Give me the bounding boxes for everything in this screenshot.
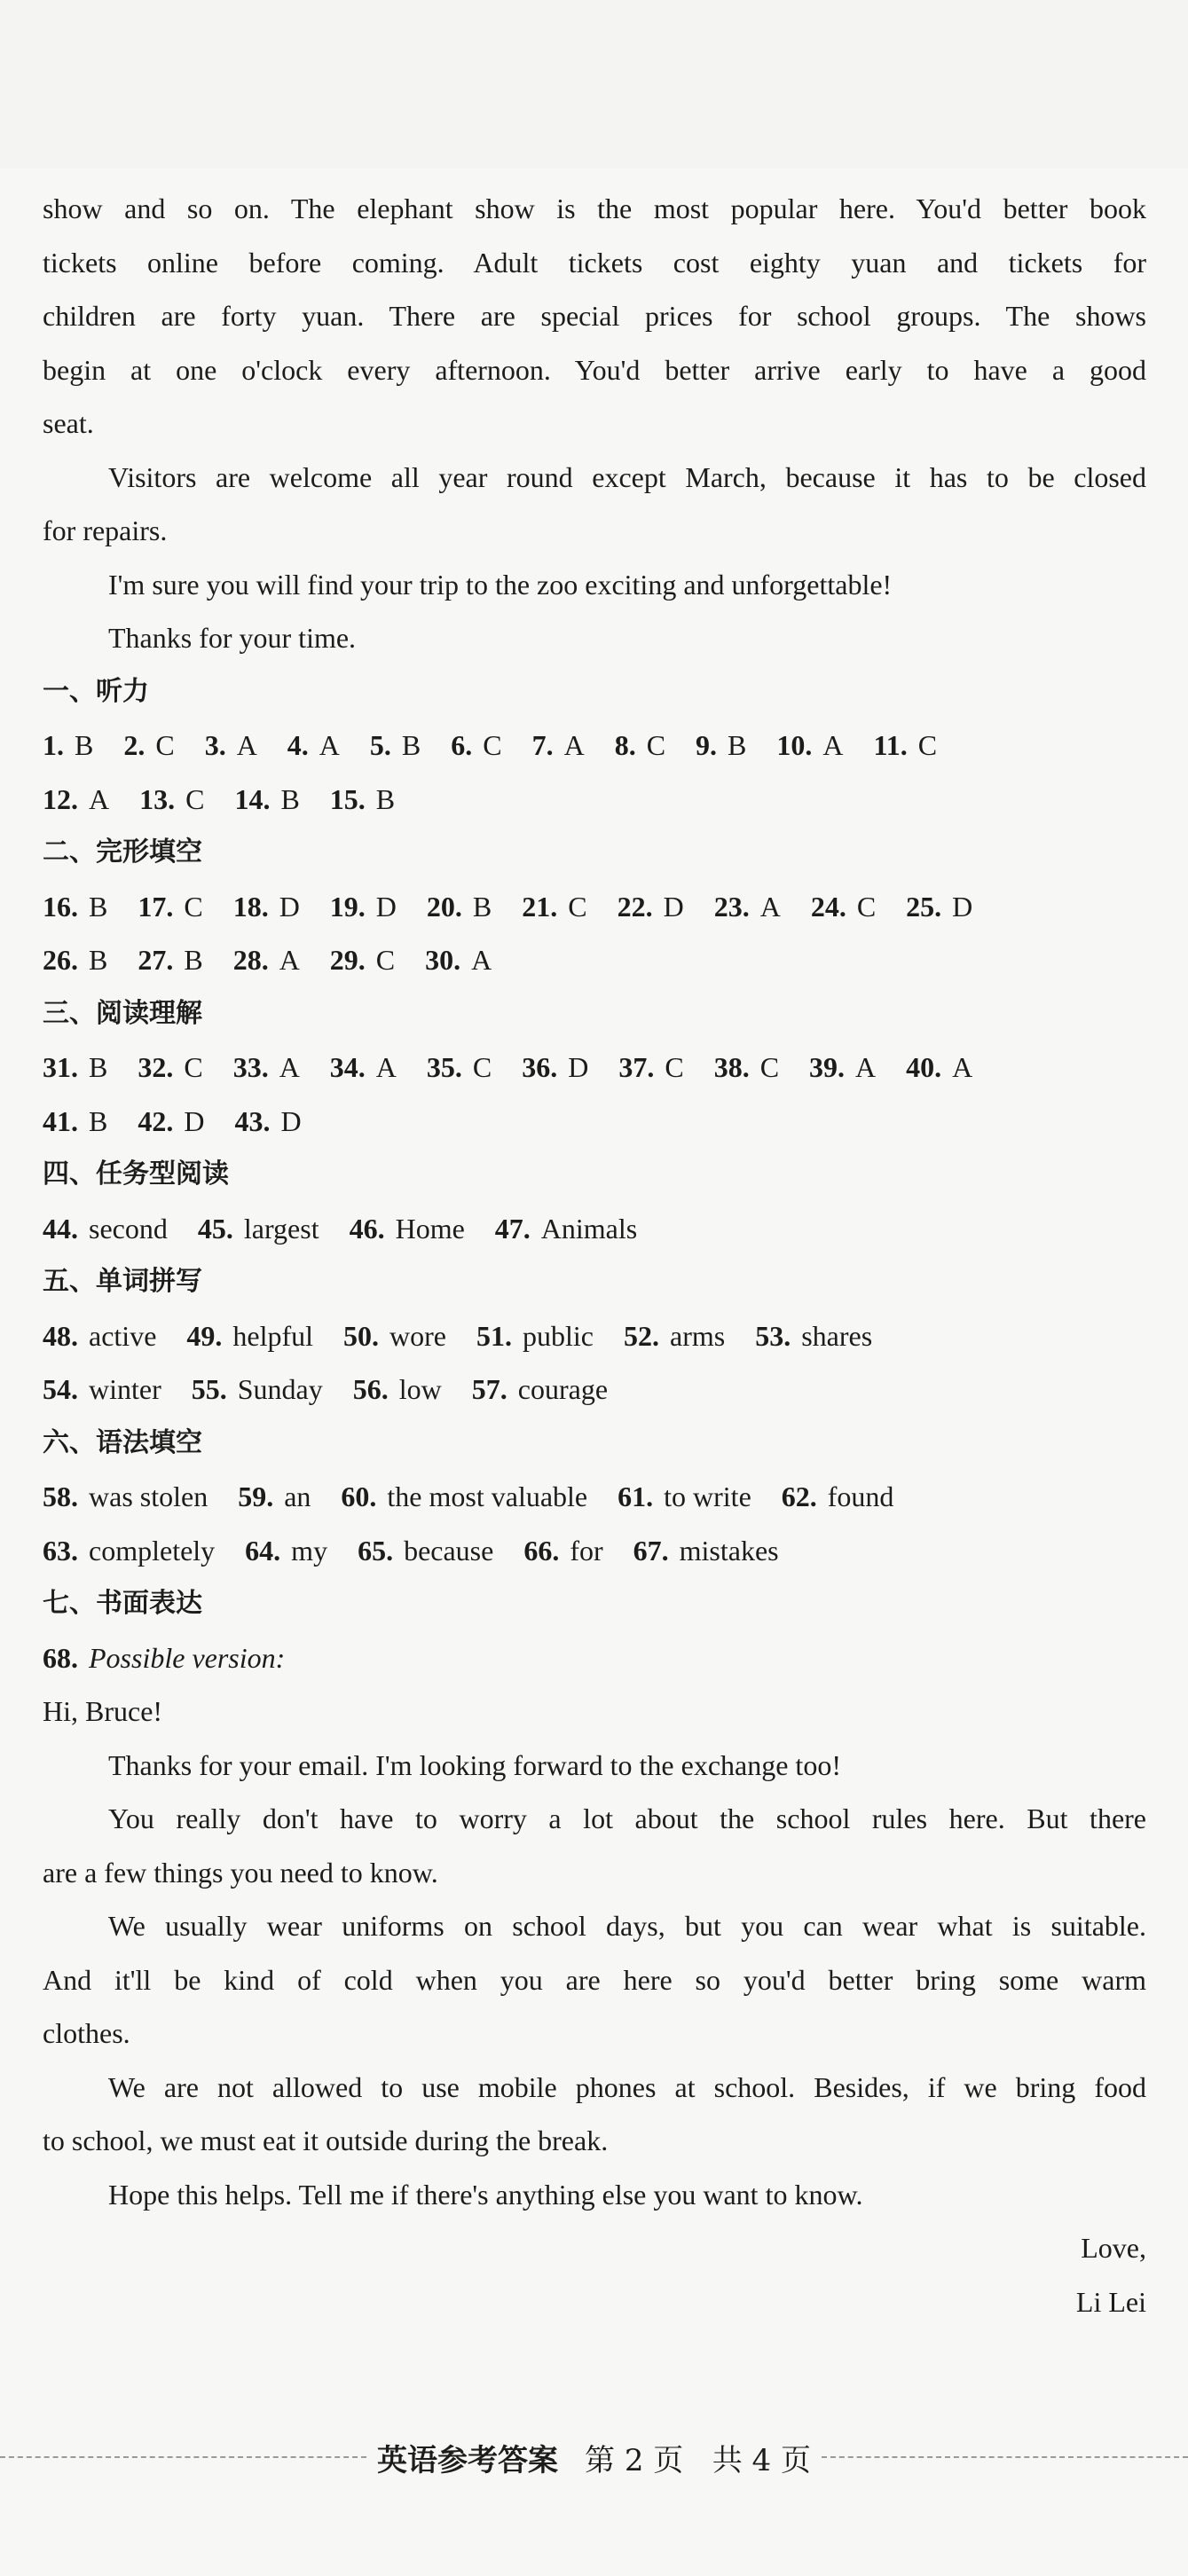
answer-item (192, 1363, 323, 1417)
answer-row (43, 1524, 1146, 1578)
question-number: 63. (43, 1534, 78, 1567)
answer-item (782, 1470, 894, 1524)
answer-row (43, 1202, 1146, 1256)
question-number: 66. (523, 1534, 560, 1567)
answer-sections (43, 665, 1146, 1631)
question-number: 5. (369, 729, 391, 761)
answer-item (341, 1470, 587, 1524)
answer-value: A (279, 944, 300, 976)
question-number: 18. (232, 890, 269, 923)
answer-value: B (89, 1104, 108, 1137)
answer-item (287, 719, 340, 773)
answer-row (43, 1041, 1146, 1095)
answer-value: B (89, 944, 108, 976)
answer-value: C (155, 729, 175, 761)
question-number: 37. (618, 1051, 655, 1083)
question-number: 1. (43, 729, 64, 761)
question-number: 35. (426, 1051, 462, 1083)
question-number: 31. (43, 1051, 78, 1083)
answer-value: C (759, 1051, 780, 1083)
answer-value: D (663, 890, 684, 923)
answer-value: A (563, 729, 585, 761)
question-number: 41. (43, 1104, 78, 1137)
footer-dashed-rule (0, 2456, 366, 2458)
answer-value: B (75, 729, 94, 761)
answer-item (906, 1041, 972, 1095)
answer-item (370, 719, 421, 773)
question-number: 13. (139, 782, 176, 815)
question-number: 36. (522, 1051, 558, 1083)
answer-item (123, 719, 174, 773)
answer-item (138, 1095, 204, 1149)
question-number: 54. (43, 1373, 78, 1405)
answer-item (353, 1363, 442, 1417)
answer-item (476, 1309, 594, 1363)
answer-item (618, 1470, 751, 1524)
question-number: 22. (617, 890, 653, 923)
passage-line: Visitors are welcome all year round except March, because it has to be closed (108, 460, 1146, 493)
question-number: 10. (776, 729, 813, 761)
passage-line: children are forty yuan. There are special prices for school groups. The shows (43, 300, 1146, 332)
answer-item (350, 1202, 465, 1256)
question-number: 49. (186, 1319, 223, 1352)
footer-label (366, 2436, 822, 2479)
answer-value: A (822, 729, 844, 761)
answer-item (874, 719, 938, 773)
essay-line: We are not allowed to use mobile phones at school. Besides, if we bring food (108, 2070, 1146, 2103)
question-number: 2. (123, 729, 146, 761)
answer-row (43, 1363, 1146, 1417)
answer-item (427, 880, 492, 934)
answer-value: A (279, 1051, 300, 1083)
question-number: 65. (358, 1534, 394, 1567)
question-number: 55. (191, 1373, 227, 1405)
question-number: 15. (329, 782, 366, 815)
question-number: 57. (471, 1373, 507, 1405)
question-number: 52. (623, 1319, 659, 1352)
answer-value: found (827, 1480, 894, 1512)
question-number: 64. (245, 1534, 281, 1567)
question-number: 60. (341, 1480, 377, 1512)
essay-line: And it'll be kind of cold when you are here so you'd better bring some warm (43, 1963, 1146, 1996)
answer-value: B (280, 782, 300, 815)
question-number: 34. (329, 1051, 366, 1083)
answer-value: A (471, 944, 492, 976)
question-number: 51. (476, 1319, 512, 1352)
answer-item (532, 719, 585, 773)
answer-value: B (401, 729, 421, 761)
answer-item (330, 933, 395, 987)
answer-value: shares (801, 1319, 873, 1352)
answer-item (811, 880, 876, 934)
answer-item (233, 880, 300, 934)
answer-value: winter (89, 1373, 161, 1405)
question-number: 67. (633, 1534, 669, 1567)
answer-value: C (184, 890, 203, 923)
answer-value: courage (517, 1373, 609, 1405)
answer-value: B (375, 782, 396, 815)
section-heading: 二、完形填空 (43, 836, 202, 868)
answer-item (43, 1470, 208, 1524)
question-number: 43. (234, 1104, 271, 1137)
answer-value: C (646, 729, 666, 761)
passage-line: for repairs. (43, 514, 168, 546)
passage-line: seat. (43, 407, 94, 439)
answer-value: D (568, 1051, 589, 1083)
question-number: 40. (906, 1051, 942, 1083)
section-heading: 一、听力 (43, 675, 149, 707)
answer-row (43, 773, 1146, 827)
question-number: 68. (43, 1641, 78, 1674)
answer-value: D (375, 890, 397, 923)
question-number: 26. (43, 944, 78, 976)
answer-item (43, 1095, 107, 1149)
passage-line: tickets online before coming. Adult tickets cost eighty yuan and tickets for (43, 246, 1146, 279)
answer-item (43, 880, 107, 934)
answer-value: C (665, 1051, 684, 1083)
question-number: 30. (425, 944, 461, 976)
answer-value: an (284, 1480, 311, 1512)
question-number: 39. (809, 1051, 846, 1083)
answer-item (43, 1524, 215, 1578)
question-number: 33. (232, 1051, 269, 1083)
answer-item (186, 1309, 313, 1363)
answer-item (138, 1041, 202, 1095)
passage-line: I'm sure you will find your trip to the zoo exciting and unforgettable! (108, 568, 893, 601)
answer-item (755, 1309, 872, 1363)
essay-line: You really don't have to worry a lot about the school rules here. But there (108, 1802, 1146, 1834)
passage-line: Thanks for your time. (108, 622, 357, 654)
answer-item (776, 719, 843, 773)
answer-value: A (759, 890, 781, 923)
question-number: 21. (522, 890, 558, 923)
question-number: 27. (138, 944, 174, 976)
answer-item (633, 1524, 779, 1578)
footer-page-number: 第 2 页 (585, 2442, 684, 2478)
answer-value: D (280, 1104, 302, 1137)
answer-row (43, 719, 1146, 773)
question-number: 48. (43, 1319, 78, 1352)
question-number: 45. (197, 1212, 233, 1245)
essay-signature: Li Lei (1075, 2285, 1146, 2318)
answer-item (43, 1041, 107, 1095)
answer-value: to write (664, 1480, 751, 1512)
answer-item (358, 1524, 493, 1578)
answer-item (472, 1363, 608, 1417)
question-number: 7. (531, 729, 554, 761)
answer-item (906, 880, 972, 934)
question-number: 17. (138, 890, 174, 923)
answer-item (624, 1309, 725, 1363)
answer-item (696, 719, 746, 773)
answer-item (330, 880, 397, 934)
possible-version-label: Possible version: (89, 1641, 286, 1674)
answer-value: A (319, 729, 340, 761)
essay-closing: Love, (1081, 2232, 1146, 2264)
answer-item (522, 1041, 588, 1095)
question-number: 23. (713, 890, 750, 923)
page-footer (0, 2431, 1188, 2484)
section-heading: 五、单词拼写 (43, 1266, 202, 1297)
answer-value: second (89, 1212, 168, 1245)
question-number: 47. (494, 1212, 531, 1245)
section-heading: 七、书面表达 (43, 1588, 202, 1619)
answer-item (139, 773, 204, 827)
question-number: 20. (426, 890, 462, 923)
answer-value: for (570, 1534, 603, 1567)
section-heading: 六、语法填空 (43, 1426, 202, 1458)
answer-item (343, 1309, 446, 1363)
answer-item (495, 1202, 637, 1256)
answer-value: A (236, 729, 257, 761)
question-number: 29. (329, 944, 366, 976)
answer-value: Sunday (237, 1373, 323, 1405)
answer-item (714, 1041, 779, 1095)
question-number: 53. (755, 1319, 791, 1352)
answer-item (138, 880, 202, 934)
answer-value: A (375, 1051, 397, 1083)
answer-row (43, 880, 1146, 934)
answer-item (234, 1095, 301, 1149)
essay-header (43, 1631, 1146, 1685)
question-number: 9. (696, 729, 718, 761)
passage-line: begin at one o'clock every afternoon. You'd better arrive early to have a good (43, 353, 1146, 386)
answer-item (714, 880, 781, 934)
answer-item (618, 880, 684, 934)
question-number: 50. (343, 1319, 380, 1352)
answer-value: mistakes (679, 1534, 779, 1567)
answer-row (43, 1095, 1146, 1149)
answer-value: B (89, 1051, 108, 1083)
question-number: 12. (43, 782, 78, 815)
question-number: 59. (238, 1480, 274, 1512)
answer-value: Home (395, 1212, 465, 1245)
question-number: 14. (234, 782, 271, 815)
answer-item (618, 1041, 683, 1095)
question-number: 19. (329, 890, 366, 923)
question-number: 3. (204, 729, 226, 761)
answer-value: Animals (540, 1212, 638, 1245)
answer-value: D (952, 890, 973, 923)
answer-value: public (523, 1319, 594, 1352)
answer-value: helpful (232, 1319, 314, 1352)
section-heading: 三、阅读理解 (43, 997, 202, 1029)
question-number: 58. (43, 1480, 78, 1512)
question-number: 46. (349, 1212, 385, 1245)
footer-title: 英语参考答案 (377, 2442, 559, 2478)
question-number: 28. (232, 944, 269, 976)
answer-value: C (472, 1051, 492, 1083)
answer-item (427, 1041, 492, 1095)
answer-value: C (917, 729, 938, 761)
answer-item (234, 773, 299, 827)
answer-item (233, 1041, 300, 1095)
answer-value: B (728, 729, 747, 761)
answer-item (43, 933, 107, 987)
answer-value: was stolen (89, 1480, 208, 1512)
answer-value: D (279, 890, 300, 923)
answer-item (43, 719, 93, 773)
answer-item (43, 1309, 156, 1363)
question-number: 25. (906, 890, 942, 923)
essay-line: clothes. (43, 2017, 130, 2049)
answer-value: arms (669, 1319, 726, 1352)
answer-item (198, 1202, 319, 1256)
answer-item (43, 1202, 168, 1256)
answer-value: wore (389, 1319, 446, 1352)
answer-item (205, 719, 257, 773)
answer-value: because (404, 1534, 494, 1567)
question-number: 6. (451, 729, 473, 761)
answer-value: C (184, 1051, 203, 1083)
question-number: 62. (781, 1480, 817, 1512)
essay-line: are a few things you need to know. (43, 1856, 438, 1889)
answer-item (245, 1524, 327, 1578)
answer-item (330, 773, 395, 827)
answer-item (809, 1041, 876, 1095)
answer-value: A (952, 1051, 973, 1083)
answer-value: B (184, 944, 203, 976)
answer-value: largest (243, 1212, 319, 1245)
essay-greeting: Hi, Bruce! (43, 1695, 163, 1727)
answer-item (523, 1524, 602, 1578)
answer-value: B (472, 890, 492, 923)
answer-value: C (185, 782, 205, 815)
question-number: 8. (614, 729, 636, 761)
answer-value: C (568, 890, 587, 923)
answer-item (522, 880, 586, 934)
question-number: 61. (618, 1480, 654, 1512)
answer-value: A (89, 782, 110, 815)
answer-item (425, 933, 492, 987)
answer-row (43, 1309, 1146, 1363)
question-number: 38. (713, 1051, 750, 1083)
answer-value: active (89, 1319, 157, 1352)
essay-line: to school, we must eat it outside during the break. (43, 2124, 609, 2156)
answer-row (43, 1470, 1146, 1524)
section-heading: 四、任务型阅读 (43, 1158, 229, 1190)
question-number: 56. (352, 1373, 389, 1405)
answer-value: low (398, 1373, 442, 1405)
answer-item (233, 933, 300, 987)
question-number: 44. (43, 1212, 78, 1245)
footer-dashed-rule (822, 2456, 1188, 2458)
answer-value: C (856, 890, 877, 923)
answer-item (451, 719, 501, 773)
answer-value: B (89, 890, 108, 923)
answer-item (238, 1470, 311, 1524)
question-number: 4. (287, 729, 309, 761)
answer-item (138, 933, 202, 987)
answer-value: A (855, 1051, 877, 1083)
question-number: 32. (138, 1051, 174, 1083)
top-margin (0, 0, 1188, 169)
answer-item (43, 773, 109, 827)
essay-line: Hope this helps. Tell me if there's anything else you want to know. (108, 2178, 863, 2211)
question-number: 42. (138, 1104, 174, 1137)
answer-item (43, 1363, 161, 1417)
essay-line: We usually wear uniforms on school days, but you can wear what is suitable. (108, 1910, 1146, 1942)
page-content (43, 182, 1146, 2329)
answer-item (330, 1041, 397, 1095)
answer-value: completely (89, 1534, 216, 1567)
answer-row (43, 933, 1146, 987)
answer-value: C (483, 729, 502, 761)
answer-item (615, 719, 665, 773)
question-number: 24. (810, 890, 846, 923)
question-number: 16. (43, 890, 78, 923)
passage-line: show and so on. The elephant show is the most popular here. You'd better book (43, 192, 1146, 224)
question-number: 11. (873, 729, 908, 761)
answer-value: C (375, 944, 396, 976)
answer-value: the most valuable (387, 1480, 588, 1512)
answer-value: D (184, 1104, 205, 1137)
essay-line: Thanks for your email. I'm looking forward to the exchange too! (108, 1748, 841, 1781)
footer-page-total: 共 4 页 (712, 2442, 811, 2478)
answer-value: my (291, 1534, 328, 1567)
